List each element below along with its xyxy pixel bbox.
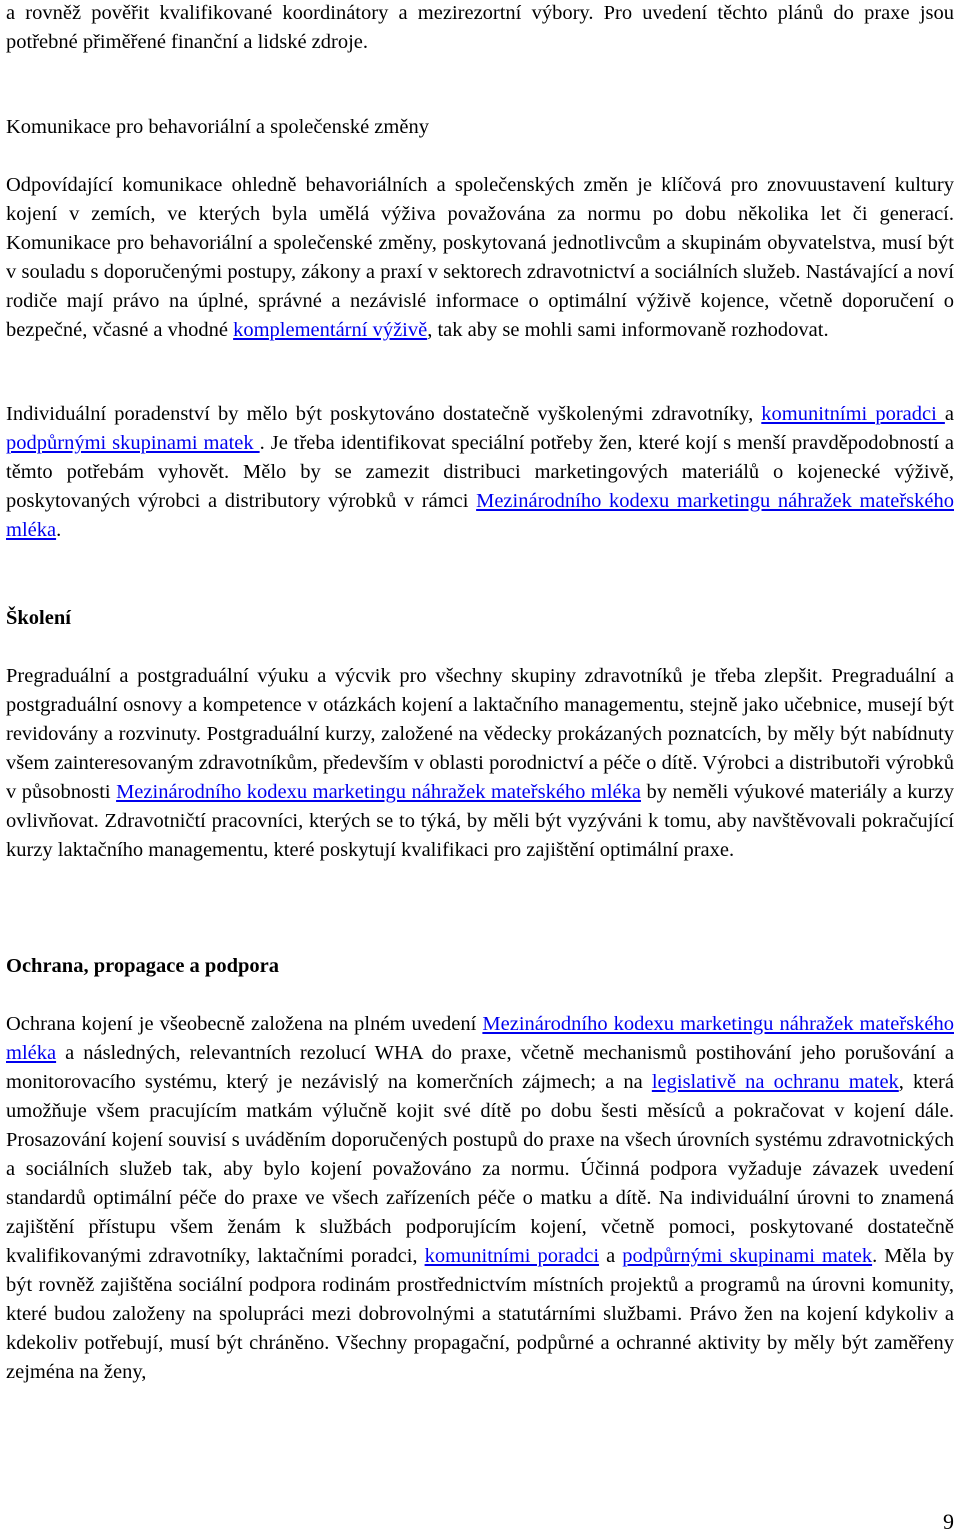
link-mother-support-groups[interactable]: podpůrnými skupinami matek xyxy=(622,1245,873,1267)
link-community-counsellors[interactable]: komunitními poradci xyxy=(761,403,945,425)
intro-paragraph: a rovněž pověřit kvalifikované koordinátory a mezirezortní výbory. Pro uvedení těchto plánů do praxe jsou potřebné přiměřené finanční a lidské zdroje. xyxy=(6,2,954,53)
text-run: Odpovídající komunikace ohledně behavoriálních a společenských změn je klíčová pro znovuustavení kultury kojení v zemích, ve kterých byla umělá výživa považována za normu po dobu několika let či generací. Komunikace pro behavoriální a společenské změny, poskytovaná jednotlivcům a skupinám obyvatelstva, musí být v souladu s doporučenými postupy, zákony a praxí v sektorech zdravotnictví a sociálních služeb. Nastávající a noví rodiče mají právo na úplné, správné a nezávislé informace o optimální výživě kojence, včetně doporučení o bezpečné, včasné a vhodné xyxy=(6,174,954,341)
link-mother-support-groups[interactable]: podpůrnými skupinami matek xyxy=(6,432,260,454)
text-run: , tak aby se mohli sami informovaně rozhodovat. xyxy=(427,319,829,341)
link-maternity-protection-legislation[interactable]: legislativě na ochranu matek xyxy=(651,1071,899,1093)
text-run: by neměli výukové materiály a kurzy ovlivňovat. Zdravotničtí pracovníci, kterých se to týká, by měli být vyzýváni k tomu, aby navštěvovali pokračující kurzy laktačního managementu, které poskytují kvalifikaci pro zajištění optimální praxe. xyxy=(6,781,954,861)
page-number: 9 xyxy=(943,1509,954,1534)
link-international-code[interactable]: Mezinárodního kodexu marketingu náhražek mateřského mléka xyxy=(116,781,642,803)
text-run: . Je třeba identifikovat speciální potřeby žen, které kojí s menší pravděpodobností a těmto potřebám vyhovět. Mělo by se zamezit distribuci marketingových materiálů o kojenecké výživě, poskytovaných výrobci a distributory výrobků v rámci xyxy=(6,432,954,512)
text-run: Individuální poradenství by mělo být poskytováno dostatečně vyškolenými zdravotníky, xyxy=(6,403,762,425)
text-run: a xyxy=(944,403,954,425)
section-heading-training: Školení xyxy=(6,607,71,629)
text-run: , která umožňuje všem pracujícím matkám výlučně kojit své dítě po dobu šesti měsíců a pokračovat v kojení dále. Prosazování kojení souvisí s uváděním doporučených postupů do praxe na všech úrovních systému zdravotnických a sociálních služeb tak, aby bylo kojení považováno za normu. Účinná podpora vyžaduje závazek uvedení standardů optimální péče do praxe ve všech zařízeních péče o matku a dítě. Na individuální úrovni to znamená zajištění přístupu všem ženám k službách podporujícím kojení, včetně pomoci, poskytované dostatečně kvalifikovanými zdravotníky, laktačními poradci, xyxy=(6,1071,954,1267)
link-complementary-feeding[interactable]: komplementární výživě xyxy=(233,319,428,341)
text-run: . xyxy=(56,519,62,541)
link-international-code[interactable]: Mezinárodního kodexu marketingu náhražek mateřského mléka xyxy=(6,490,954,541)
text-run: a následných, relevantních rezolucí WHA do praxe, včetně mechanismů postihování jeho porušování a monitorovacího systému, který je nezávislý na komerčních zájmech; a na xyxy=(6,1042,954,1093)
text-run: Ochrana kojení je všeobecně založena na plném uvedení xyxy=(6,1013,483,1035)
text-run: . Měla by být rovněž zajištěna sociální podpora rodinám prostřednictvím místních projektů a programů na úrovni komunity, které budou založeny na spolupráci mezi dobrovolnými a statutárními službami. Právo žen na kojení kdykoliv a kdekoliv potřebují, musí být chráněno. Všechny propagační, podpůrné a ochranné aktivity by měly být zaměřeny zejména na ženy, xyxy=(6,1245,954,1383)
training-paragraph xyxy=(6,662,954,865)
section-heading-protection: Ochrana, propagace a podpora xyxy=(6,955,279,977)
text-run: a xyxy=(599,1245,623,1267)
link-international-code[interactable]: Mezinárodního kodexu marketingu náhražek mateřského mléka xyxy=(6,1013,954,1064)
section-heading-communication: Komunikace pro behavoriální a společenské změny xyxy=(6,116,429,138)
protection-paragraph xyxy=(6,1010,954,1387)
text-run: Pregraduální a postgraduální výuku a výcvik pro všechny skupiny zdravotníků je třeba zlepšit. Pregraduální a postgraduální osnovy a kompetence v otázkách kojení a laktačního managementu, stejně jako učebnice, musejí být revidovány a rozvinuty. Postgraduální kurzy, založené na vědecky prokázaných poznatcích, by měly být nabídnuty všem zainteresovaným zdravotníkům, především v oblasti porodnictví a péče o dítě. Výrobci a distributoři výrobků v působnosti xyxy=(6,665,954,803)
communication-paragraph-2 xyxy=(6,400,954,545)
communication-paragraph-1 xyxy=(6,171,954,345)
link-community-counsellors[interactable]: komunitními poradci xyxy=(424,1245,600,1267)
